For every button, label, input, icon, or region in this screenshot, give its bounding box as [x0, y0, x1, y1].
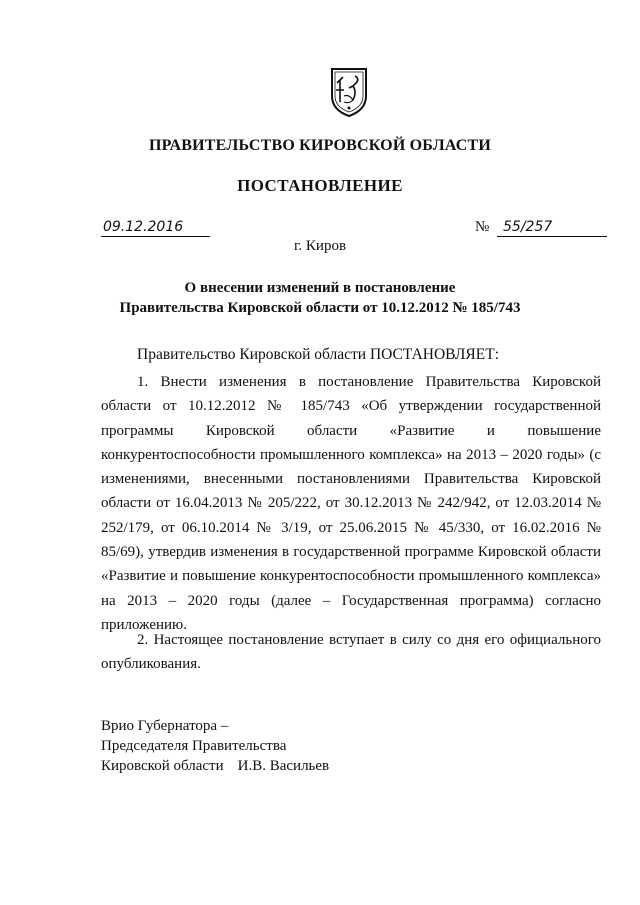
kirov-coat-of-arms-icon [329, 66, 369, 118]
organization-title: ПРАВИТЕЛЬСТВО КИРОВСКОЙ ОБЛАСТИ [148, 137, 492, 154]
number-sign: № [475, 219, 490, 235]
document-subject [0, 278, 640, 318]
document-date: 09.12.2016 [101, 218, 210, 237]
paragraph-2: 2. Настоящее постановление вступает в силу со дня его официального опубликования. [101, 632, 601, 673]
subject-line-1: О внесении изменений в постановление [184, 280, 456, 296]
document-number: 55/257 [497, 218, 607, 237]
resolution-intro: Правительство Кировской области ПОСТАНОВЛЯЕТ: [137, 346, 500, 363]
city: г. Киров [293, 238, 347, 254]
signature-line-2: Председателя Правительства [101, 738, 287, 754]
document-type: ПОСТАНОВЛЕНИЕ [237, 176, 403, 195]
signatory-name: И.В. Васильев [237, 758, 330, 774]
subject-line-2: Правительства Кировской области от 10.12.2012 № 185/743 [119, 300, 521, 316]
signature-block [101, 716, 329, 776]
paragraph-1: 1. Внести изменения в постановление Правительства Кировской области от 10.12.2012 № 185/743 «Об утверждении государственной программы Кировской области «Развитие и повышение конкурентоспособности промышленного комплекса» на 2013 – 2020 годы» (с изменениями, внесенными постановлениями Правительства Кировской области от 16.04.2013 № 205/222, от 30.12.2013 № 242/942, от 12.03.2014 № 252/179, от 06.10.2014 № 3/19, от 25.06.2015 № 45/330, от 16.02.2016 № 85/69), утвердив изменения в государственной программе Кировской области «Развитие и повышение конкурентоспособности промышленного комплекса» на 2013 – 2020 годы (далее – Государственная программа) согласно приложению. [101, 374, 601, 633]
signature-line-3: Кировской области [101, 758, 224, 774]
signature-line-1: Врио Губернатора – [101, 718, 229, 734]
signature-line-3-row [101, 756, 329, 776]
